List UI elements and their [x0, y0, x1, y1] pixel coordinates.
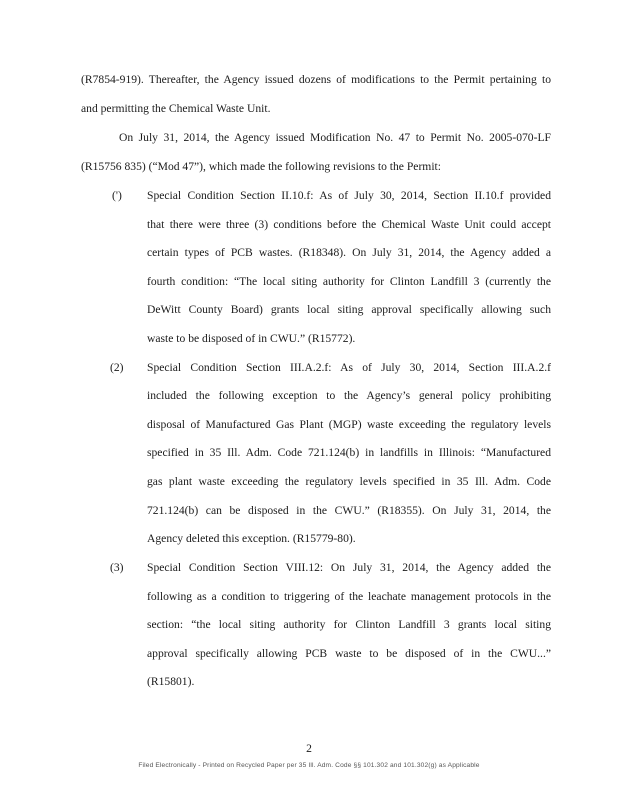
list-item-line: included the following exception to the Agency’s general policy prohibiting [147, 389, 551, 402]
paragraph-line: and permitting the Chemical Waste Unit. [81, 102, 271, 115]
list-item-line: certain types of PCB wastes. (R18348). On July 31, 2014, the Agency added a [147, 246, 551, 259]
list-item-line: specified in 35 Ill. Adm. Code 721.124(b) in landfills in Illinois: “Manufactured [147, 446, 551, 459]
list-item-line: approval specifically allowing PCB waste to be disposed of in the CWU...” [147, 647, 551, 660]
filing-footer: Filed Electronically - Printed on Recycled Paper per 35 Ill. Adm. Code §§ 101.302 and 101.302(g) as Applicable [138, 762, 480, 769]
list-item-line: fourth condition: “The local siting authority for Clinton Landfill 3 (currently the [147, 275, 551, 288]
list-item-line: waste to be disposed of in CWU.” (R15772). [147, 332, 356, 345]
list-item-line: 721.124(b) can be disposed in the CWU.” (R18355). On July 31, 2014, the [147, 504, 551, 517]
list-item-line: disposal of Manufactured Gas Plant (MGP) waste exceeding the regulatory levels [147, 418, 551, 431]
list-item-line: that there were three (3) conditions before the Chemical Waste Unit could accept [147, 218, 551, 231]
page-number: 2 [306, 742, 312, 755]
list-item-line: following as a condition to triggering of the leachate management protocols in the [147, 590, 551, 603]
list-item-marker: (3) [110, 561, 124, 574]
list-item-line: Special Condition Section VIII.12: On July 31, 2014, the Agency added the [147, 561, 551, 574]
list-item-line: Special Condition Section II.10.f: As of July 30, 2014, Section II.10.f provided [147, 189, 551, 202]
list-item-marker: (2) [110, 361, 124, 374]
paragraph-line: On July 31, 2014, the Agency issued Modification No. 47 to Permit No. 2005-070-LF [119, 131, 551, 144]
list-item-line: gas plant waste exceeding the regulatory levels specified in 35 Ill. Adm. Code [147, 475, 551, 488]
list-item-line: (R15801). [147, 675, 195, 688]
list-item-line: Special Condition Section III.A.2.f: As of July 30, 2014, Section III.A.2.f [147, 361, 551, 374]
list-item-line: DeWitt County Board) grants local siting approval specifically allowing such [147, 303, 551, 316]
paragraph-line: (R7854-919). Thereafter, the Agency issued dozens of modifications to the Permit pertaining to [81, 73, 551, 86]
list-item-marker: (') [112, 189, 122, 202]
paragraph-line: (R15756 835) (“Mod 47”), which made the following revisions to the Permit: [81, 160, 441, 173]
list-item-line: Agency deleted this exception. (R15779-80). [147, 532, 356, 545]
list-item-line: section: “the local siting authority for Clinton Landfill 3 grants local siting [147, 618, 551, 631]
